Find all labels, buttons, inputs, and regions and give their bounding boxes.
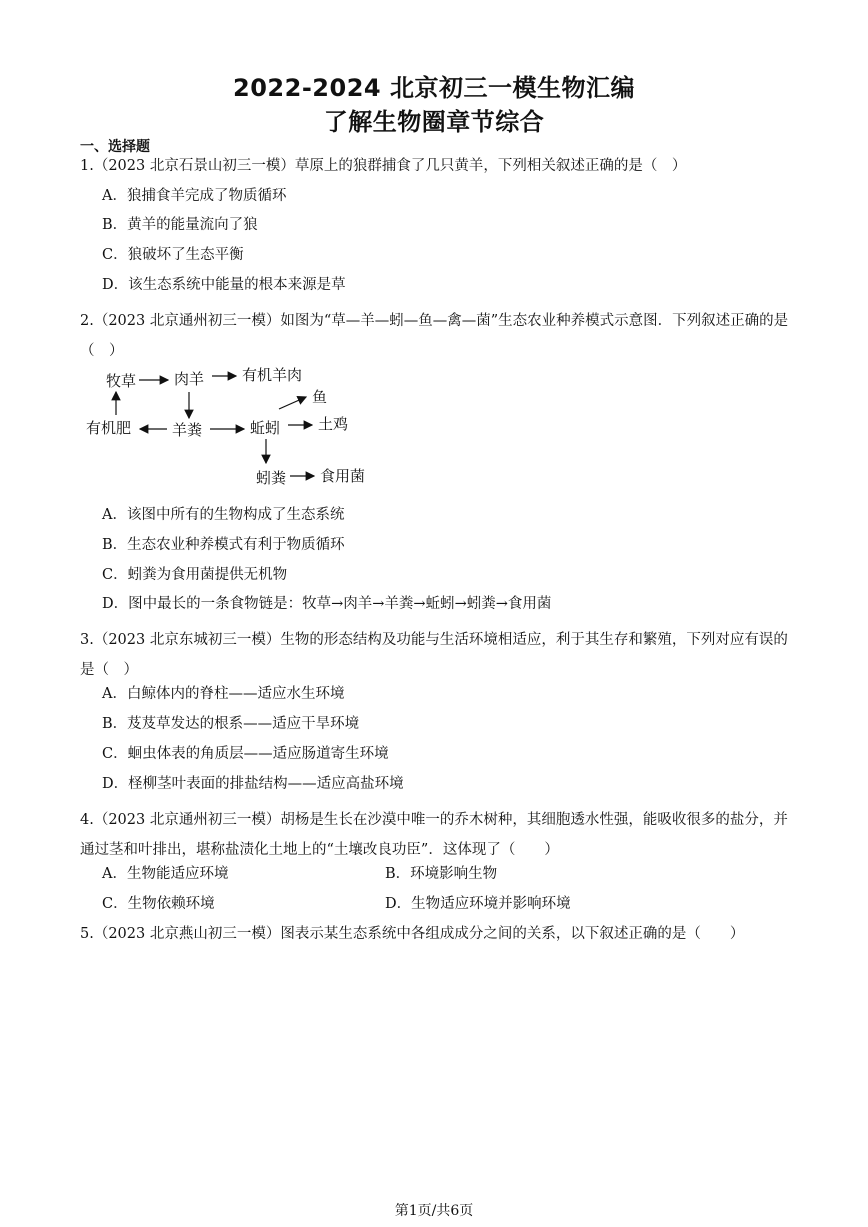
question-4-option-a: A．生物能适应环境 (102, 866, 229, 882)
document-subtitle: 了解生物圈章节综合 (323, 108, 545, 136)
question-2-option-b: B．生态农业种养模式有利于物质循环 (102, 537, 345, 553)
question-3-option-b: B．芨芨草发达的根系——适应干旱环境 (102, 716, 360, 732)
question-3-option-c: C．蛔虫体表的角质层——适应肠道寄生环境 (102, 746, 389, 762)
node-qiuyin: 蚯蚓 (250, 419, 281, 437)
question-4-option-d: D．生物适应环境并影响环境 (385, 896, 571, 912)
question-4-option-b: B．环境影响生物 (385, 866, 498, 882)
question-1-stem: 1.（2023 北京石景山初三一模）草原上的狼群捕食了几只黄羊，下列相关叙述正确的是（ ） (80, 158, 687, 174)
question-1-option-c: C．狼破坏了生态平衡 (102, 247, 244, 263)
question-1-option-a: A．狼捕食羊完成了物质循环 (102, 188, 287, 204)
node-yu: 鱼 (312, 388, 328, 406)
question-2-option-a: A．该图中所有的生物构成了生态系统 (102, 507, 345, 523)
question-3-option-a: A．白鲸体内的脊柱——适应水生环境 (102, 686, 345, 702)
node-tuji: 土鸡 (318, 415, 349, 433)
document-title: 2022-2024 北京初三一模生物汇编 (233, 74, 635, 102)
ecological-farming-diagram (84, 362, 384, 492)
node-youjifei: 有机肥 (86, 419, 132, 437)
question-1-option-d: D．该生态系统中能量的根本来源是草 (102, 277, 346, 293)
node-shiyongjun: 食用菌 (320, 467, 366, 485)
node-yinfen: 蚓粪 (256, 469, 287, 487)
arrow-qiuyin-to-yu (279, 397, 306, 409)
question-5-stem: 5.（2023 北京燕山初三一模）图表示某生态系统中各组成成分之间的关系，以下叙述正确的是（ ） (80, 926, 745, 942)
question-2-option-d: D．图中最长的一条食物链是：牧草→肉羊→羊粪→蚯蚓→蚓粪→食用菌 (102, 596, 552, 612)
question-4-option-c: C．生物依赖环境 (102, 896, 215, 912)
section-heading: 一、选择题 (80, 139, 150, 155)
node-youjiyangrou: 有机羊肉 (242, 366, 303, 384)
node-mucao: 牧草 (106, 372, 137, 390)
page-footer: 第1页/共6页 (394, 1203, 474, 1219)
question-3-stem: 3.（2023 北京东城初三一模）生物的形态结构及功能与生活环境相适应，利于其生存和繁殖，下列对应有误的是（ ） (80, 632, 788, 678)
question-1-option-b: B．黄羊的能量流向了狼 (102, 217, 258, 233)
question-3-option-d: D．柽柳茎叶表面的排盐结构——适应高盐环境 (102, 776, 404, 792)
node-yangfen: 羊粪 (172, 421, 203, 439)
question-4-stem: 4.（2023 北京通州初三一模）胡杨是生长在沙漠中唯一的乔木树种，其细胞透水性强，能吸收很多的盐分，并通过茎和叶排出，堪称盐渍化土地上的“土壤改良功臣”．这体现了（ ） (80, 812, 788, 858)
node-rouyang: 肉羊 (174, 370, 205, 388)
question-2-stem: 2.（2023 北京通州初三一模）如图为“草—羊—蚓—鱼—禽—菌”生态农业种养模式示意图．下列叙述正确的是（ ） (80, 313, 789, 359)
question-2-option-c: C．蚓粪为食用菌提供无机物 (102, 567, 288, 583)
